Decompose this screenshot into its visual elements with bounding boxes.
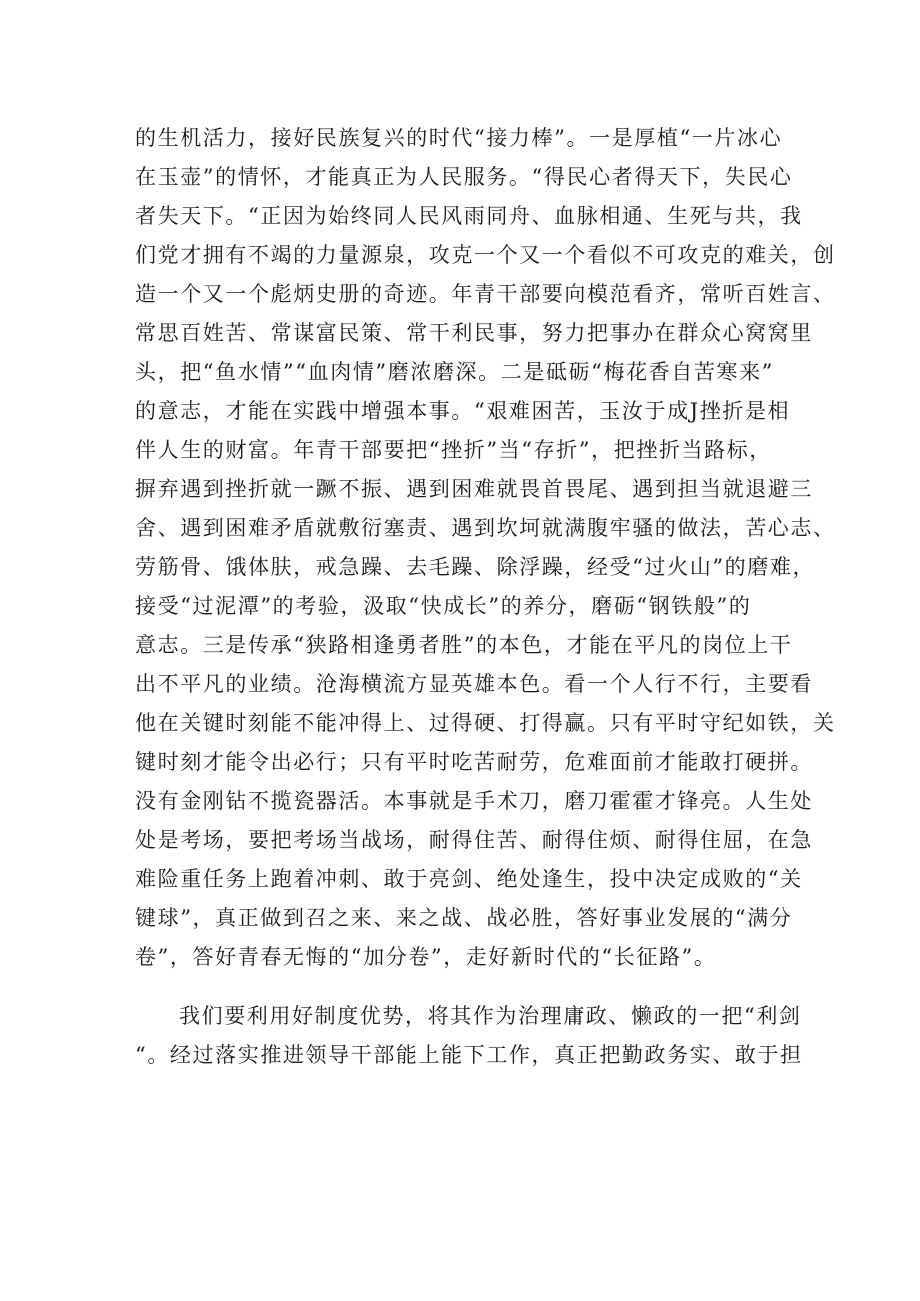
- text-line-indented: 我们要利用好制度优势，将其作为治理庸政、懒政的一把“利剑: [179, 1004, 802, 1028]
- text-line: 接受“过泥潭”的考验，汲取“快成长”的养分，磨砺“钢铁般”的: [135, 594, 752, 618]
- text-line: 们党才拥有不竭的力量源泉，攻克一个又一个看似不可攻克的难关，创: [135, 243, 836, 267]
- text-line: 造一个又一个彪炳史册的奇迹。年青干部要向模范看齐，常听百姓言、: [135, 282, 836, 306]
- text-line: 在玉壶”的情怀，才能真正为人民服务。“得民心者得天下，失民心: [135, 165, 793, 189]
- text-line: 伴人生的财富。年青干部要把“挫折”当“存折”，把挫折当路标，: [135, 438, 772, 462]
- text-line: 键时刻才能令出必行；只有平时吃苦耐劳，危难面前才能敢打硬拼。: [135, 750, 813, 774]
- text-line: 者失天下。“正因为始终同人民风雨同舟、血脉相通、生死与共，我: [135, 204, 803, 228]
- text-line: 常思百姓苦、常谋富民策、常干利民事，努力把事办在群众心窝窝里: [135, 321, 813, 345]
- text-line: 摒弃遇到挫折就一蹶不振、遇到困难就畏首畏尾、遇到担当就退避三: [135, 477, 813, 501]
- text-line: 舍、遇到困难矛盾就敷衍塞责、遇到坎坷就满腹牢骚的做法，苦心志、: [135, 516, 836, 540]
- text-line: 的意志，才能在实践中增强本事。“艰难困苦，玉汝于成J挫折是相: [135, 399, 791, 423]
- text-line: 意志。三是传承“狭路相逢勇者胜”的本色，才能在平凡的岗位上干: [135, 633, 793, 657]
- text-line: 难险重任务上跑着冲刺、敢于亮剑、绝处逢生，投中决定成败的“关: [135, 867, 803, 891]
- text-line: 头，把“鱼水情”“血肉情”磨浓磨深。二是砥砺“梅花香自苦寒来”: [135, 360, 775, 384]
- text-line: “。经过落实推进领导干部能上能下工作，真正把勤政务实、敢于担: [135, 1043, 803, 1067]
- text-line: 没有金刚钻不揽瓷器活。本事就是手术刀，磨刀霍霍才锋亮。人生处: [135, 789, 813, 813]
- text-line: 他在关键时刻能不能冲得上、过得硬、打得赢。只有平时守纪如铁，关: [135, 711, 836, 735]
- text-line: 键球”，真正做到召之来、来之战、战必胜，答好事业发展的“满分: [135, 906, 793, 930]
- text-line: 的生机活力，接好民族复兴的时代“接力棒”。一是厚植“一片冰心: [135, 126, 783, 150]
- text-line: 卷”，答好青春无悔的“加分卷”，走好新时代的“长征路”。: [135, 945, 717, 969]
- text-line: 劳筋骨、饿体肤，戒急躁、去毛躁、除浮躁，经受“过火山”的磨难，: [135, 555, 816, 579]
- text-line: 出不平凡的业绩。沧海横流方显英雄本色。看一个人行不行，主要看: [135, 672, 813, 696]
- text-line: 处是考场，要把考场当战场，耐得住苦、耐得住烦、耐得住屈，在急: [135, 828, 813, 852]
